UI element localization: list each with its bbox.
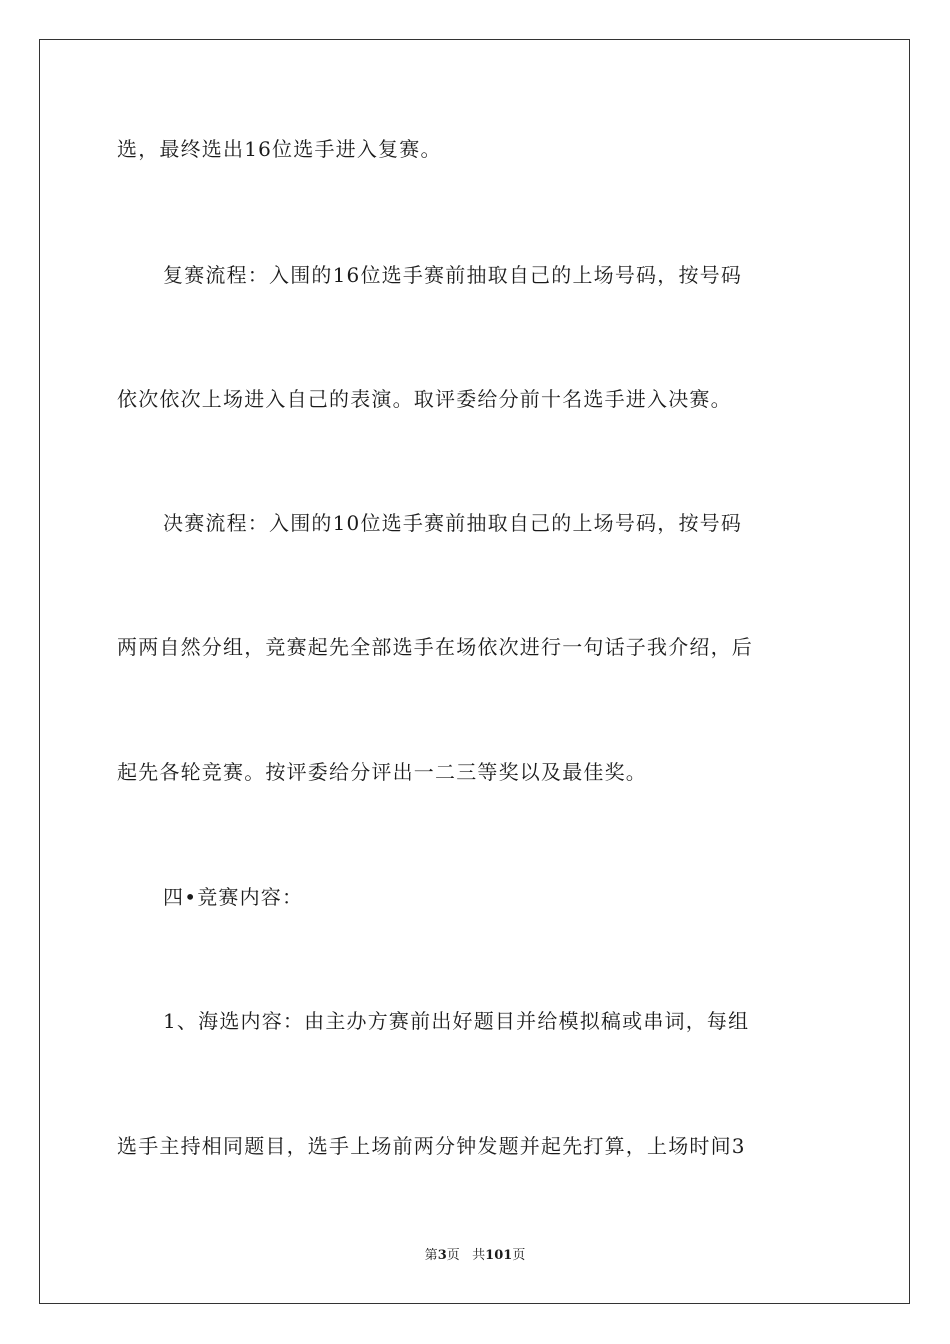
footer-total-pages: 101 [485,1248,513,1263]
footer-page-suffix: 页 [446,1248,460,1263]
footer-total-prefix: 共 [472,1248,486,1263]
page-footer [0,1248,950,1264]
page-border [39,39,910,1304]
footer-total-suffix: 页 [512,1248,526,1263]
paragraph-line-5: 两两自然分组，竞赛起先全部选手在场依次进行一句话子我介绍，后 [117,635,753,659]
paragraph-line-4: 决赛流程：入围的10位选手赛前抽取自己的上场号码，按号码 [163,511,743,535]
footer-page-number: 3 [437,1248,447,1263]
paragraph-line-7: 1、海选内容：由主办方赛前出好题目并给模拟稿或串词，每组 [163,1009,750,1033]
paragraph-line-3: 依次依次上场进入自己的表演。取评委给分前十名选手进入决赛。 [117,387,732,411]
paragraph-line-6: 起先各轮竞赛。按评委给分评出一二三等奖以及最佳奖。 [117,760,647,784]
paragraph-line-8: 选手主持相同题目，选手上场前两分钟发题并起先打算，上场时间3 [117,1134,746,1158]
paragraph-line-2: 复赛流程：入围的16位选手赛前抽取自己的上场号码，按号码 [163,263,743,287]
section-heading: 四•竞赛内容： [163,885,304,909]
footer-page-prefix: 第 [424,1248,438,1263]
paragraph-line-1: 选，最终选出16位选手进入复赛。 [117,137,442,161]
